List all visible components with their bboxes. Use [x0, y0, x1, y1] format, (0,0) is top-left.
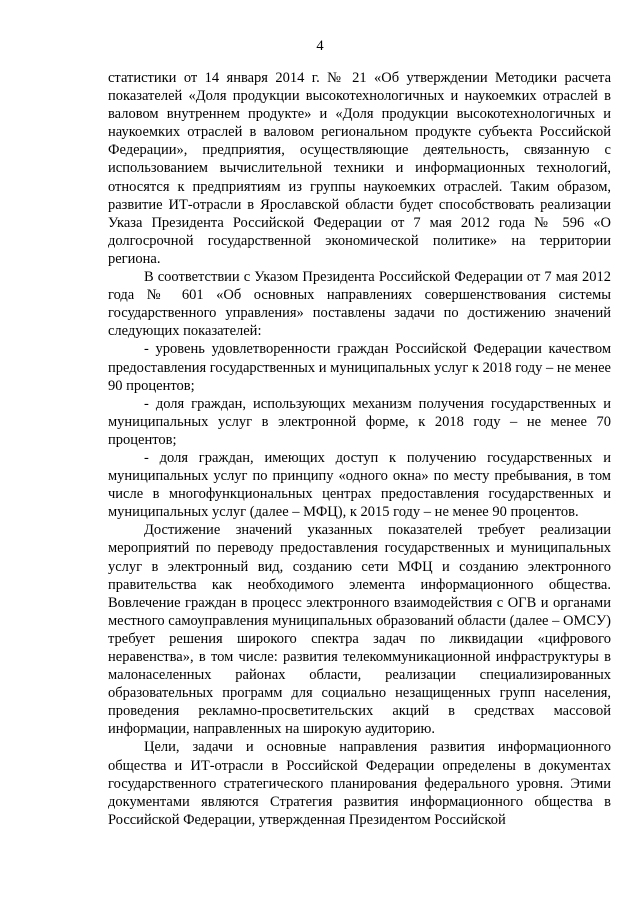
paragraph-statistics-continuation: статистики от 14 января 2014 г. № 21 «Об утверждении Методики расчета показателей «Доля продукции высокотехнологичных и наукоемких отраслей в валовом внутреннем продукте» и «Доля продукции высокотехнологичных и наукоемких отраслей в валовом региональном продукте субъекта Российской Федерации», предприятия, осуществляющие деятельность, связанную с использованием вычислительной техники и информационных технологий, относятся к предприятиям из группы наукоемких отраслей. Таким образом, развитие ИТ-отрасли в Ярославской области будет способствовать реализации Указа Президента Российской Федерации от 7 мая 2012 года № 596 «О долгосрочной государственной экономической политике» на территории региона. — [108, 70, 611, 267]
list-item-one-window-access: - доля граждан, имеющих доступ к получению государственных и муниципальных услуг по принципу «одного окна» по месту пребывания, в том числе в многофункциональных центрах предоставления государственных и муниципальных услуг (далее – МФЦ), к 2015 году – не менее 90 процентов. — [108, 449, 611, 521]
document-body — [108, 69, 611, 829]
list-item-satisfaction-level: - уровень удовлетворенности граждан Российской Федерации качеством предоставления государственных и муниципальных услуг к 2018 году – не менее 90 процентов; — [108, 341, 611, 394]
page-number: 4 — [316, 38, 324, 54]
paragraph-goals-and-objectives: Цели, задачи и основные направления развития информационного общества и ИТ-отрасли в Российской Федерации определены в документах государственного стратегического планирования федерального уровня. Этими документами являются Стратегия развития информационного общества в Российской Федерации, утвержденная Президентом Российской — [108, 739, 611, 828]
paragraph-decree-601: В соответствии с Указом Президента Российской Федерации от 7 мая 2012 года № 601 «Об основных направлениях совершенствования системы государственного управления» поставлены задачи по достижению значений следующих показателей: — [108, 269, 611, 340]
paragraph-indicators-achievement: Достижение значений указанных показателей требует реализации мероприятий по переводу предоставления государственных и муниципальных услуг в электронный вид, созданию сети МФЦ и созданию электронного правительства как необходимого элемента информационного общества. Вовлечение граждан в процесс электронного взаимодействия с ОГВ и органами местного самоуправления муниципальных образований области (далее – ОМСУ) требует решения широкого спектра задач по ликвидации «цифрового неравенства», в том числе: развития телекоммуникационной инфраструктуры в малонаселенных районах области, реализации специализированных образовательных программ для социально незащищенных групп населения, проведения рекламно-просветительских акций в средствах массовой информации, направленных на широкую аудиторию. — [108, 522, 611, 738]
list-item-electronic-services-share: - доля граждан, использующих механизм получения государственных и муниципальных услуг в электронной форме, к 2018 году – не менее 70 процентов; — [108, 395, 611, 448]
